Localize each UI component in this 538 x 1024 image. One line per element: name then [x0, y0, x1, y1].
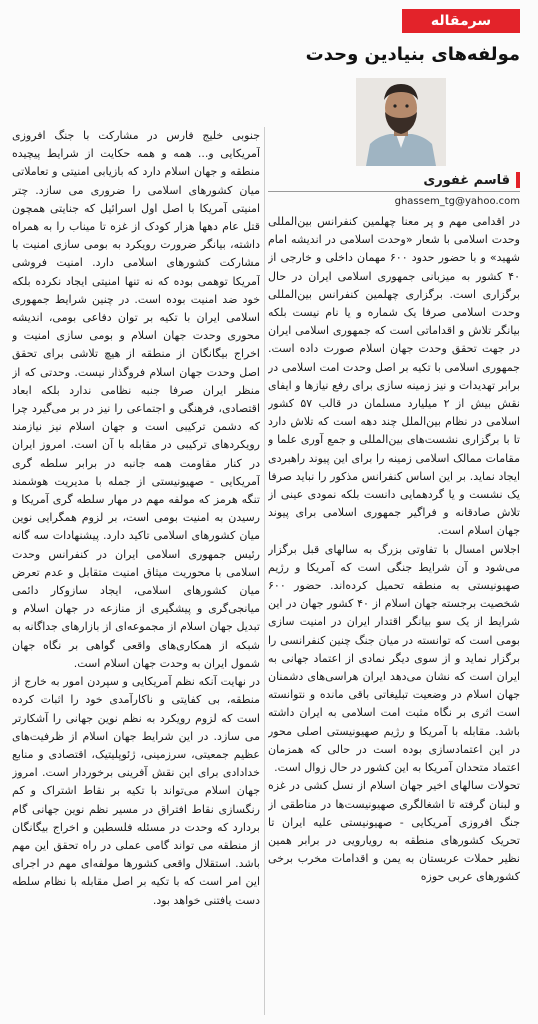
author-accent-bar	[516, 172, 520, 188]
paragraph: در اقدامی مهم و پر معنا چهلمین کنفرانس بین‌المللی وحدت اسلامی با شعار «وحدت اسلامی در اندیشه امام شهید» و با حضور حدود ۶۰۰ مهمان داخلی و خارجی از ۴۰ کشور به میزبانی جمهوری اسلامی ایران در حال برگزاری است. برگزاری چهلمین کنفرانس بین‌المللی وحدت اسلامی صرفا یک شماره و یا نام نیست بلکه بیانگر تلاش و اقداماتی است که جمهوری اسلامی ایران در جهت تحقق وحدت جهان اسلام صورت داده است. جمهوری اسلامی با تکیه بر اصل وحدت امت اسلامی در برابر تهدیدات و نیز زمینه سازی برای رفع نیازها و ایفای نقش بیش از ۲ میلیارد مسلمان در قالب ۵۷ کشور اسلامی در نظام بین‌الملل چند دهه است که تلاش دارد تا با برگزاری نشست‌های بین‌المللی و جمع آوری علما و مقامات ممالک اسلامی زمینه را برای این پیوند راهبردی ایجاد نماید. بر این اساس کنفرانس مذکور را نباید صرفا یک نشست و یا گردهمایی دانست بلکه نمودی عینی از تلاش صادقانه و فراگیر جمهوری اسلامی برای پیوند جهان اسلام است.	[268, 215, 520, 538]
article-title: مولفه‌های بنیادین وحدت	[305, 44, 520, 65]
paragraph: جنوبی خلیج فارس در مشارکت با جنگ افروزی آمریکایی و... همه و همه حکایت از شرایط پیچیده منطقه و جهان اسلام دارد که بازیابی امنیتی و تعاملاتی میان کشورهای اسلامی را ضروری می سازد. چتر امنیتی آمریکا با اصل اول اسرائیل که جنایتی همچون قتل عام دهها هزار کودک از غزه تا میناب را به همراه داشته، بیانگر ضرورت رویکرد به بومی سازی امنیت با مشارکت کشورهای اسلامی دارد. امنیت فروشی آمریکا توهمی بوده که نه تنها امنیتی ایجاد نکرده بلکه خود ضد امنیت بوده است. در چنین شرایط جمهوری اسلامی ایران با تکیه بر توان دفاعی بومی، اندیشه محوری وحدت جهان اسلام و بومی سازی امنیت و اخراج بیگانگان از منطقه از هیچ تلاشی برای تحقق اصل وحدت جهان اسلام فروگذار نیست. وحدتی که از منظر ایران صرفا جنبه نظامی ندارد بلکه ابعاد اقتصادی، فرهنگی و اجتماعی را نیز در بر می‌گیرد چرا که دشمن ترکیبی است و جهان اسلام نیز نیازمند رویکردهای ترکیبی در مقابله با آن است. امروز ایران در کنار مقاومت همه جانبه در برابر سلطه گری آمریکایی - صهیونیستی از جمله با مدیریت هوشمند تنگه هرمز که مولفه مهم در مهار سلطه گری آمریکا و رسیدن به امنیت بومی است، بر لزوم همگرایی نوین میان کشورهای اسلامی تاکید دارد. پیشنهادات سه گانه رئیس جمهوری اسلامی ایران در کنفرانس وحدت اسلامی با محوریت میثاق امنیت متقابل و عدم تعرض میان کشورهای اسلامی، ایجاد سازوکار دائمی میانجی‌گری و پیشگیری از منازعه در جهان اسلام و تبدیل جهان اسلام از مجموعه‌ای از بازارهای جداگانه به شبکه از همکاری‌های واقعی گواهی بر نگاه جهان شمول ایران به وحدت جهان اسلام است.	[12, 129, 260, 670]
paragraph: اجلاس امسال با تفاوتی بزرگ به سالهای قبل برگزار می‌شود و آن شرایط جنگی است که آمریکا و رژیم صهیونیستی به منطقه تحمیل کرده‌اند. حضور ۶۰۰ شخصیت برجسته جهان اسلام از ۴۰ کشور جهان در این شرایط از یک سو بیانگر اقتدار ایران در امنیت سازی بومی است که توانسته در میان جنگ چنین کنفرانسی را برگزار نماید و از سوی دیگر نمادی از اعتماد جهانی به ایران است که نشان می‌دهد ایران هراسی‌های دشمنان جهان اسلام در وضعیت تبلیغاتی باقی مانده و نتوانسته است اثری بر نگاه مثبت امت اسلامی به ایران داشته باشد. مقابله با آمریکا و رژیم صهیونیستی اصلی محور در این اعتمادسازی بوده است در حالی که همزمان اعتماد متحدان آمریکا به این کشور در حال زوال است.	[268, 542, 520, 775]
section-tag	[402, 9, 520, 33]
author-portrait-icon	[356, 78, 446, 166]
article-column-left	[12, 127, 260, 1015]
author-name: قاسم غفوری	[423, 172, 510, 188]
author-email: ghassem_tg@yahoo.com	[394, 196, 520, 207]
paragraph: در نهایت آنکه نظم آمریکایی و سپردن امور به خارج از منطقه، بی کفایتی و ناکارآمدی خود را اثبات کرده است که لزوم رویکرد به نظم نوین جهانی را آشکارتر می سازد. در این شرایط جهان اسلام از ظرفیت‌های عظیم جمعیتی، سرزمینی، ژئوپلیتیک، اقتصادی و منابع خدادادی برای این نقش آفرینی برخوردار است. امروز جهان اسلام می‌تواند با تکیه بر نقاط اشتراک و کم رنگسازی نقاط افتراق در مسیر نظم نوین جهانی گام بردارد که وحدت در مسئله فلسطین و اخراج بیگانگان از منطقه می تواند گامی عملی در راه تحقق این مهم باشد. استقلال واقعی کشورها مولفه‌ای مهم در اجرای این امر است که با تکیه بر اصل مقابله با نظام سلطه دست یافتنی خواهد بود.	[12, 675, 260, 907]
author-row	[268, 170, 520, 190]
paragraph: تحولات سالهای اخیر جهان اسلام از نسل کشی در غزه و لبنان گرفته تا اشغالگری صهیونیست‌ها در مناطقی از جنگ افروزی آمریکایی - صهیونیستی علیه ایران تا تحریک کشورهای منطقه به رویارویی در برابر همین نظیر حملات عربستان به یمن و اقدامات مخرب برخی کشورهای عربی حوزه	[268, 779, 520, 884]
column-divider	[264, 127, 265, 1015]
section-tag-label: سرمقاله	[430, 13, 492, 29]
author-divider	[268, 191, 520, 192]
article-column-right	[268, 213, 520, 1018]
